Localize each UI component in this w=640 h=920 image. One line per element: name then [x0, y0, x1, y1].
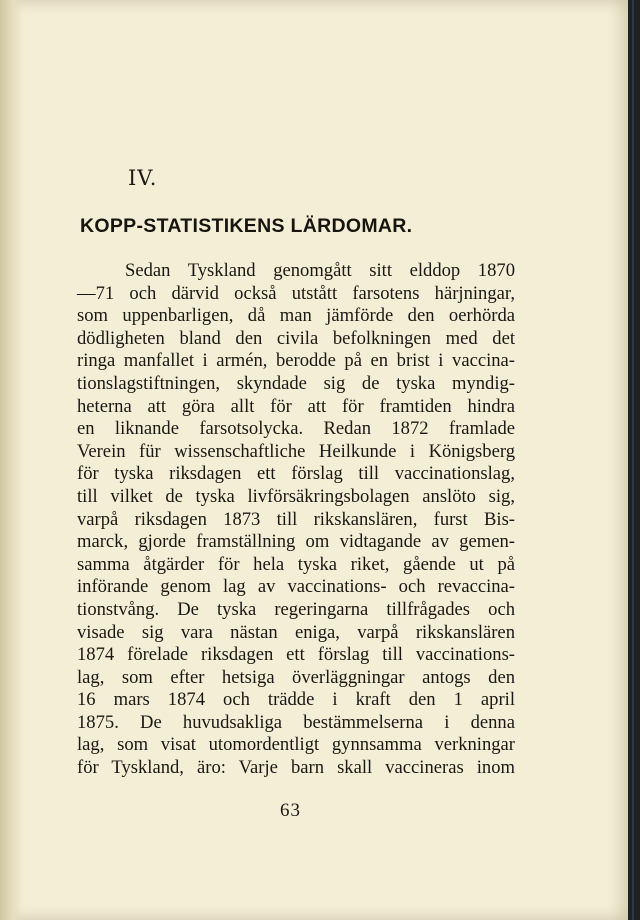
text-line: samma åtgärder för hela tyska riket, gående ut på	[77, 553, 515, 575]
text-line: tionslagstiftningen, skyndade sig de tyska myndig-	[77, 372, 515, 394]
text-line: till vilket de tyska livförsäkringsbolagen anslöto sig,	[77, 485, 515, 507]
text-line: tionstvång. De tyska regeringarna tillfrågades och	[77, 598, 515, 620]
text-line: lag, som efter hetsiga överläggningar antogs den	[77, 666, 515, 688]
text-line: 1874 förelade riksdagen ett förslag till vaccinations-	[77, 644, 515, 666]
text-line: ringa manfallet i armén, berodde på en brist i vaccina-	[77, 350, 515, 372]
chapter-number: IV.	[128, 166, 158, 190]
book-edge	[628, 0, 640, 920]
text-line: visade sig vara nästan eniga, varpå rikskanslären	[77, 621, 515, 643]
text-line: för tyska riksdagen ett förslag till vaccinationslag,	[77, 463, 515, 485]
text-line: Sedan Tyskland genomgått sitt elddop 1870	[125, 260, 515, 281]
text-line: som uppenbarligen, då man jämförde den oerhörda	[77, 305, 515, 327]
text-line: 16 mars 1874 och trädde i kraft den 1 april	[77, 689, 515, 711]
text-line: —71 och därvid också utstått farsotens härjningar,	[77, 282, 515, 304]
text-line: införande genom lag av vaccinations- och revaccina-	[77, 576, 515, 598]
page-gutter-shadow	[0, 0, 22, 920]
text-line: lag, som visat utomordentligt gynnsamma verkningar	[77, 734, 515, 756]
text-line: Verein für wissenschaftliche Heilkunde i Königsberg	[77, 440, 515, 462]
chapter-title: KOPP-STATISTIKENS LÄRDOMAR.	[80, 215, 413, 237]
body-paragraph	[77, 260, 515, 780]
page-number: 63	[280, 800, 301, 821]
text-line: heterna att göra allt för att för framtiden hindra	[77, 395, 515, 417]
text-line: dödligheten bland den civila befolkningen med det	[77, 327, 515, 349]
text-line: en liknande farsotsolycka. Redan 1872 framlade	[77, 418, 515, 440]
edge-binding-line	[632, 0, 634, 920]
text-line: marck, gjorde framställning om vidtagande av gemen-	[77, 531, 515, 553]
text-line: varpå riksdagen 1873 till rikskanslären, furst Bis-	[77, 508, 515, 530]
text-line: 1875. De huvudsakliga bestämmelserna i denna	[77, 711, 515, 733]
text-line: för Tyskland, äro: Varje barn skall vaccineras inom	[77, 757, 515, 779]
